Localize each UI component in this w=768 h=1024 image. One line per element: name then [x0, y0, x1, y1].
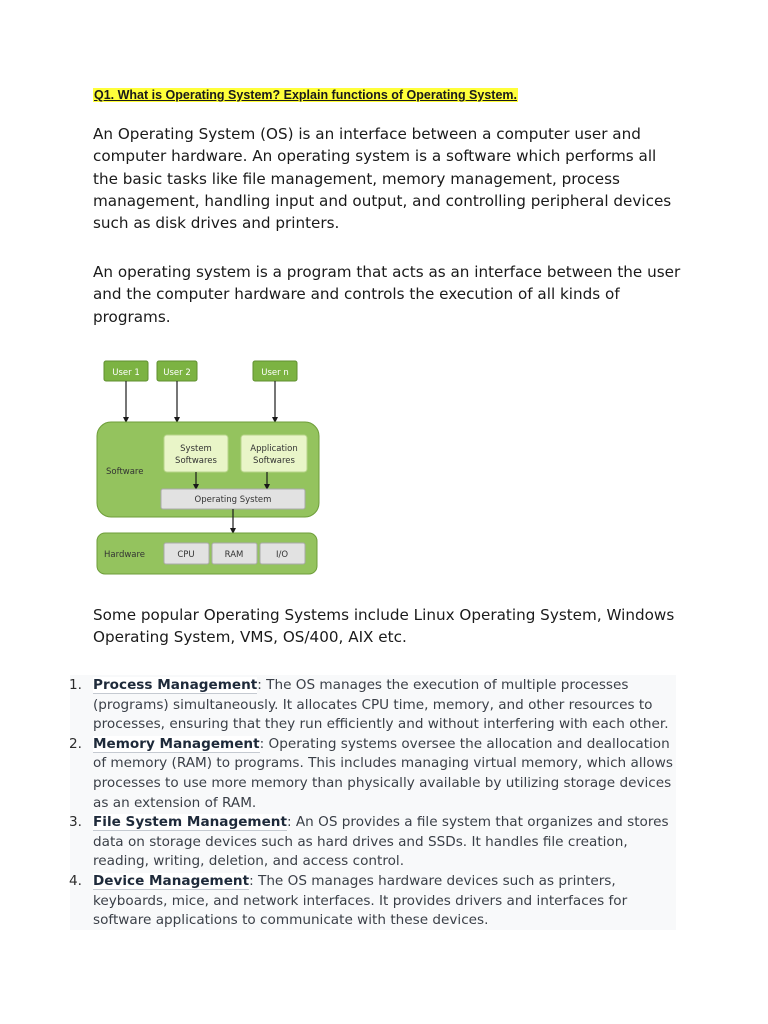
system-softwares-line1: System — [180, 444, 212, 454]
application-softwares-box — [241, 435, 307, 472]
list-item-desc: : Operating systems oversee the allocation and deallocation of memory (RAM) to programs. This includes managing virtual memory, which allows processes to use more memory than physically available by utilizing storage devices as an extension of RAM. — [93, 735, 673, 811]
question-heading: Q1. What is Operating System? Explain functions of Operating System. — [94, 88, 517, 102]
system-softwares-line2: Softwares — [175, 456, 217, 466]
list-item-term[interactable]: Device Management — [93, 872, 250, 889]
cpu-box — [164, 543, 209, 564]
popular-os-paragraph: Some popular Operating Systems include Linux Operating System, Windows Operating System, VMS, OS/400, AIX etc. — [93, 606, 675, 647]
ram-box — [212, 543, 257, 564]
application-softwares-line2: Softwares — [253, 456, 295, 466]
user-1-box — [104, 361, 148, 381]
operating-system-box — [161, 489, 305, 509]
definition-paragraph: An operating system is a program that acts as an interface between the user and the computer hardware and controls the execution of all kinds of programs. — [93, 263, 681, 326]
io-box — [260, 543, 305, 564]
user-n-label: User n — [261, 368, 289, 378]
cpu-label: CPU — [177, 550, 195, 560]
user-1-label: User 1 — [112, 368, 140, 378]
io-label: I/O — [275, 550, 289, 560]
software-label: Software — [106, 467, 144, 477]
list-item-term[interactable]: Memory Management — [93, 735, 260, 752]
list-item-number: 1. — [69, 677, 82, 693]
hardware-label: Hardware — [104, 550, 146, 560]
os-architecture-diagram — [95, 358, 321, 578]
user-2-box — [157, 361, 197, 381]
list-item — [69, 676, 675, 735]
list-item-desc: : An OS provides a file system that organizes and stores data on storage devices such as hard drives and SSDs. It handles file creation, reading, writing, deletion, and access control. — [93, 814, 669, 870]
list-item — [69, 735, 675, 813]
user-n-box — [253, 361, 297, 381]
list-item — [69, 872, 675, 931]
ram-label: RAM — [224, 550, 244, 560]
intro-paragraph: An Operating System (OS) is an interface between a computer user and computer hardware. An operating system is a software which performs all the basic tasks like file management, memory management, process management, handling input and output, and controlling peripheral devices such as disk drives and printers. — [93, 125, 672, 233]
list-item-desc: : The OS manages the execution of multiple processes (programs) simultaneously. It allocates CPU time, memory, and other resources to processes, ensuring that they run efficiently and without interfering with each other. — [93, 677, 669, 733]
list-item — [69, 813, 675, 872]
operating-system-label: Operating System — [194, 495, 272, 505]
list-item-term[interactable]: File System Management — [93, 814, 287, 831]
list-item-number: 4. — [69, 872, 82, 889]
user-2-label: User 2 — [163, 368, 191, 378]
list-item-term[interactable]: Process Management — [93, 677, 258, 693]
list-item-desc: : The OS manages hardware devices such as printers, keyboards, mice, and network interfaces. It provides drivers and interfaces for software applications to communicate with these devices. — [93, 872, 628, 929]
os-functions-list — [69, 676, 675, 931]
list-item-number: 3. — [69, 814, 82, 831]
system-softwares-box — [164, 435, 228, 472]
application-softwares-line1: Application — [250, 444, 298, 454]
list-item-number: 2. — [69, 735, 82, 752]
